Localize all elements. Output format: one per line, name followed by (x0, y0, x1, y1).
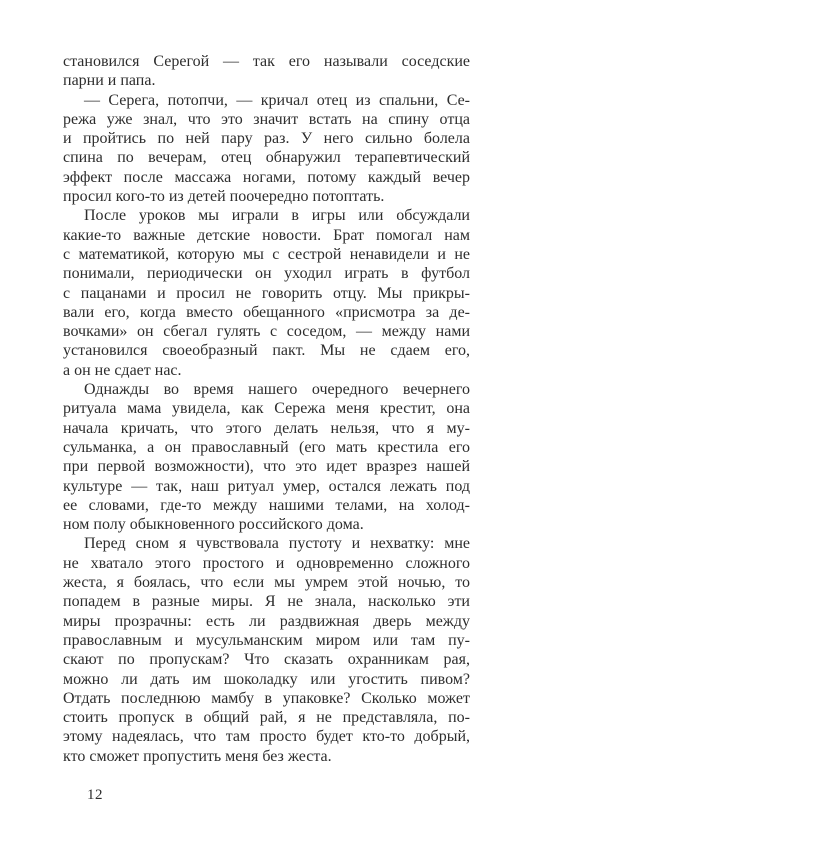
text-line: начала кричать, что этого делать нельзя, что я му- (63, 419, 470, 437)
text-line: при первой возможности), что это идет вразрез нашей (63, 458, 470, 476)
paragraph (63, 206, 470, 380)
text-line: эффект после массажа ногами, потому каждый вечер (63, 168, 470, 186)
text-line: Однажды во время нашего очередного вечернего (84, 381, 470, 399)
text-line: а он не сдает нас. (63, 361, 182, 379)
text-line: культуре — так, наш ритуал умер, остался лежать под (63, 477, 470, 495)
text-line: миры прозрачны: есть ли раздвижная дверь между (63, 612, 470, 630)
text-line: этому надеялась, что там просто будет кто-то добрый, (63, 728, 470, 746)
text-line: с пацанами и просил не говорить отцу. Мы прикры- (63, 284, 470, 302)
page-number: 12 (87, 787, 103, 803)
text-line: Отдать последнюю мамбу в упаковке? Сколько может (63, 689, 470, 707)
text-line: и пройтись по ней пару раз. У него сильно болела (63, 130, 470, 148)
text-line: — Серега, потопчи, — кричал отец из спальни, Се- (84, 91, 470, 109)
text-line: становился Серегой — так его называли соседские (63, 53, 470, 70)
text-line: жеста, я боялась, что если мы умрем этой ночью, то (63, 574, 470, 592)
text-line: ритуала мама увидела, как Сережа меня крестит, она (63, 400, 470, 418)
text-line: сульманка, а он православный (его мать крестила его (63, 438, 470, 456)
text-line: скают по пропускам? Что сказать охранникам рая, (63, 651, 470, 669)
text-line: попадем в разные миры. Я не знала, насколько эти (63, 593, 470, 611)
text-line: вочками» он сбегал гулять с соседом, — между нами (63, 323, 470, 341)
text-line: ее словами, где-то между нашими телами, на холод- (63, 496, 470, 514)
paragraph (63, 91, 470, 207)
text-line: с математикой, которую мы с сестрой ненавидели и не (63, 245, 470, 263)
text-line: стоить пропуск в общий рай, я не представляла, по- (63, 709, 470, 727)
paragraph (63, 534, 470, 766)
text-line: какие-то важные детские новости. Брат помогал нам (63, 226, 470, 244)
paragraph (63, 380, 470, 534)
text-line: понимали, периодически он уходил играть в футбол (63, 265, 470, 283)
text-line: православным и мусульманским миром или там пу- (63, 631, 470, 649)
text-line: кто сможет пропустить меня без жеста. (63, 747, 332, 765)
text-line: вали его, когда вместо обещанного «присмотра за де- (63, 303, 470, 321)
text-line: парни и папа. (63, 72, 156, 90)
text-line: установился своеобразный пакт. Мы не сдаем его, (63, 342, 470, 360)
text-line: Перед сном я чувствовала пустоту и нехватку: мне (84, 535, 470, 553)
text-line: спина по вечерам, отец обнаружил терапевтический (63, 149, 470, 167)
text-line: режа уже знал, что это значит встать на спину отца (63, 110, 470, 128)
page-text-block (63, 52, 470, 766)
paragraph (63, 52, 470, 91)
text-line: просил кого-то из детей поочередно потоптать. (63, 188, 385, 206)
text-line: можно ли дать им шоколадку или угостить пивом? (63, 670, 470, 688)
text-line: ном полу обыкновенного российского дома. (63, 516, 364, 534)
text-line: не хватало этого простого и одновременно сложного (63, 554, 470, 572)
text-line: После уроков мы играли в игры или обсуждали (84, 207, 470, 225)
